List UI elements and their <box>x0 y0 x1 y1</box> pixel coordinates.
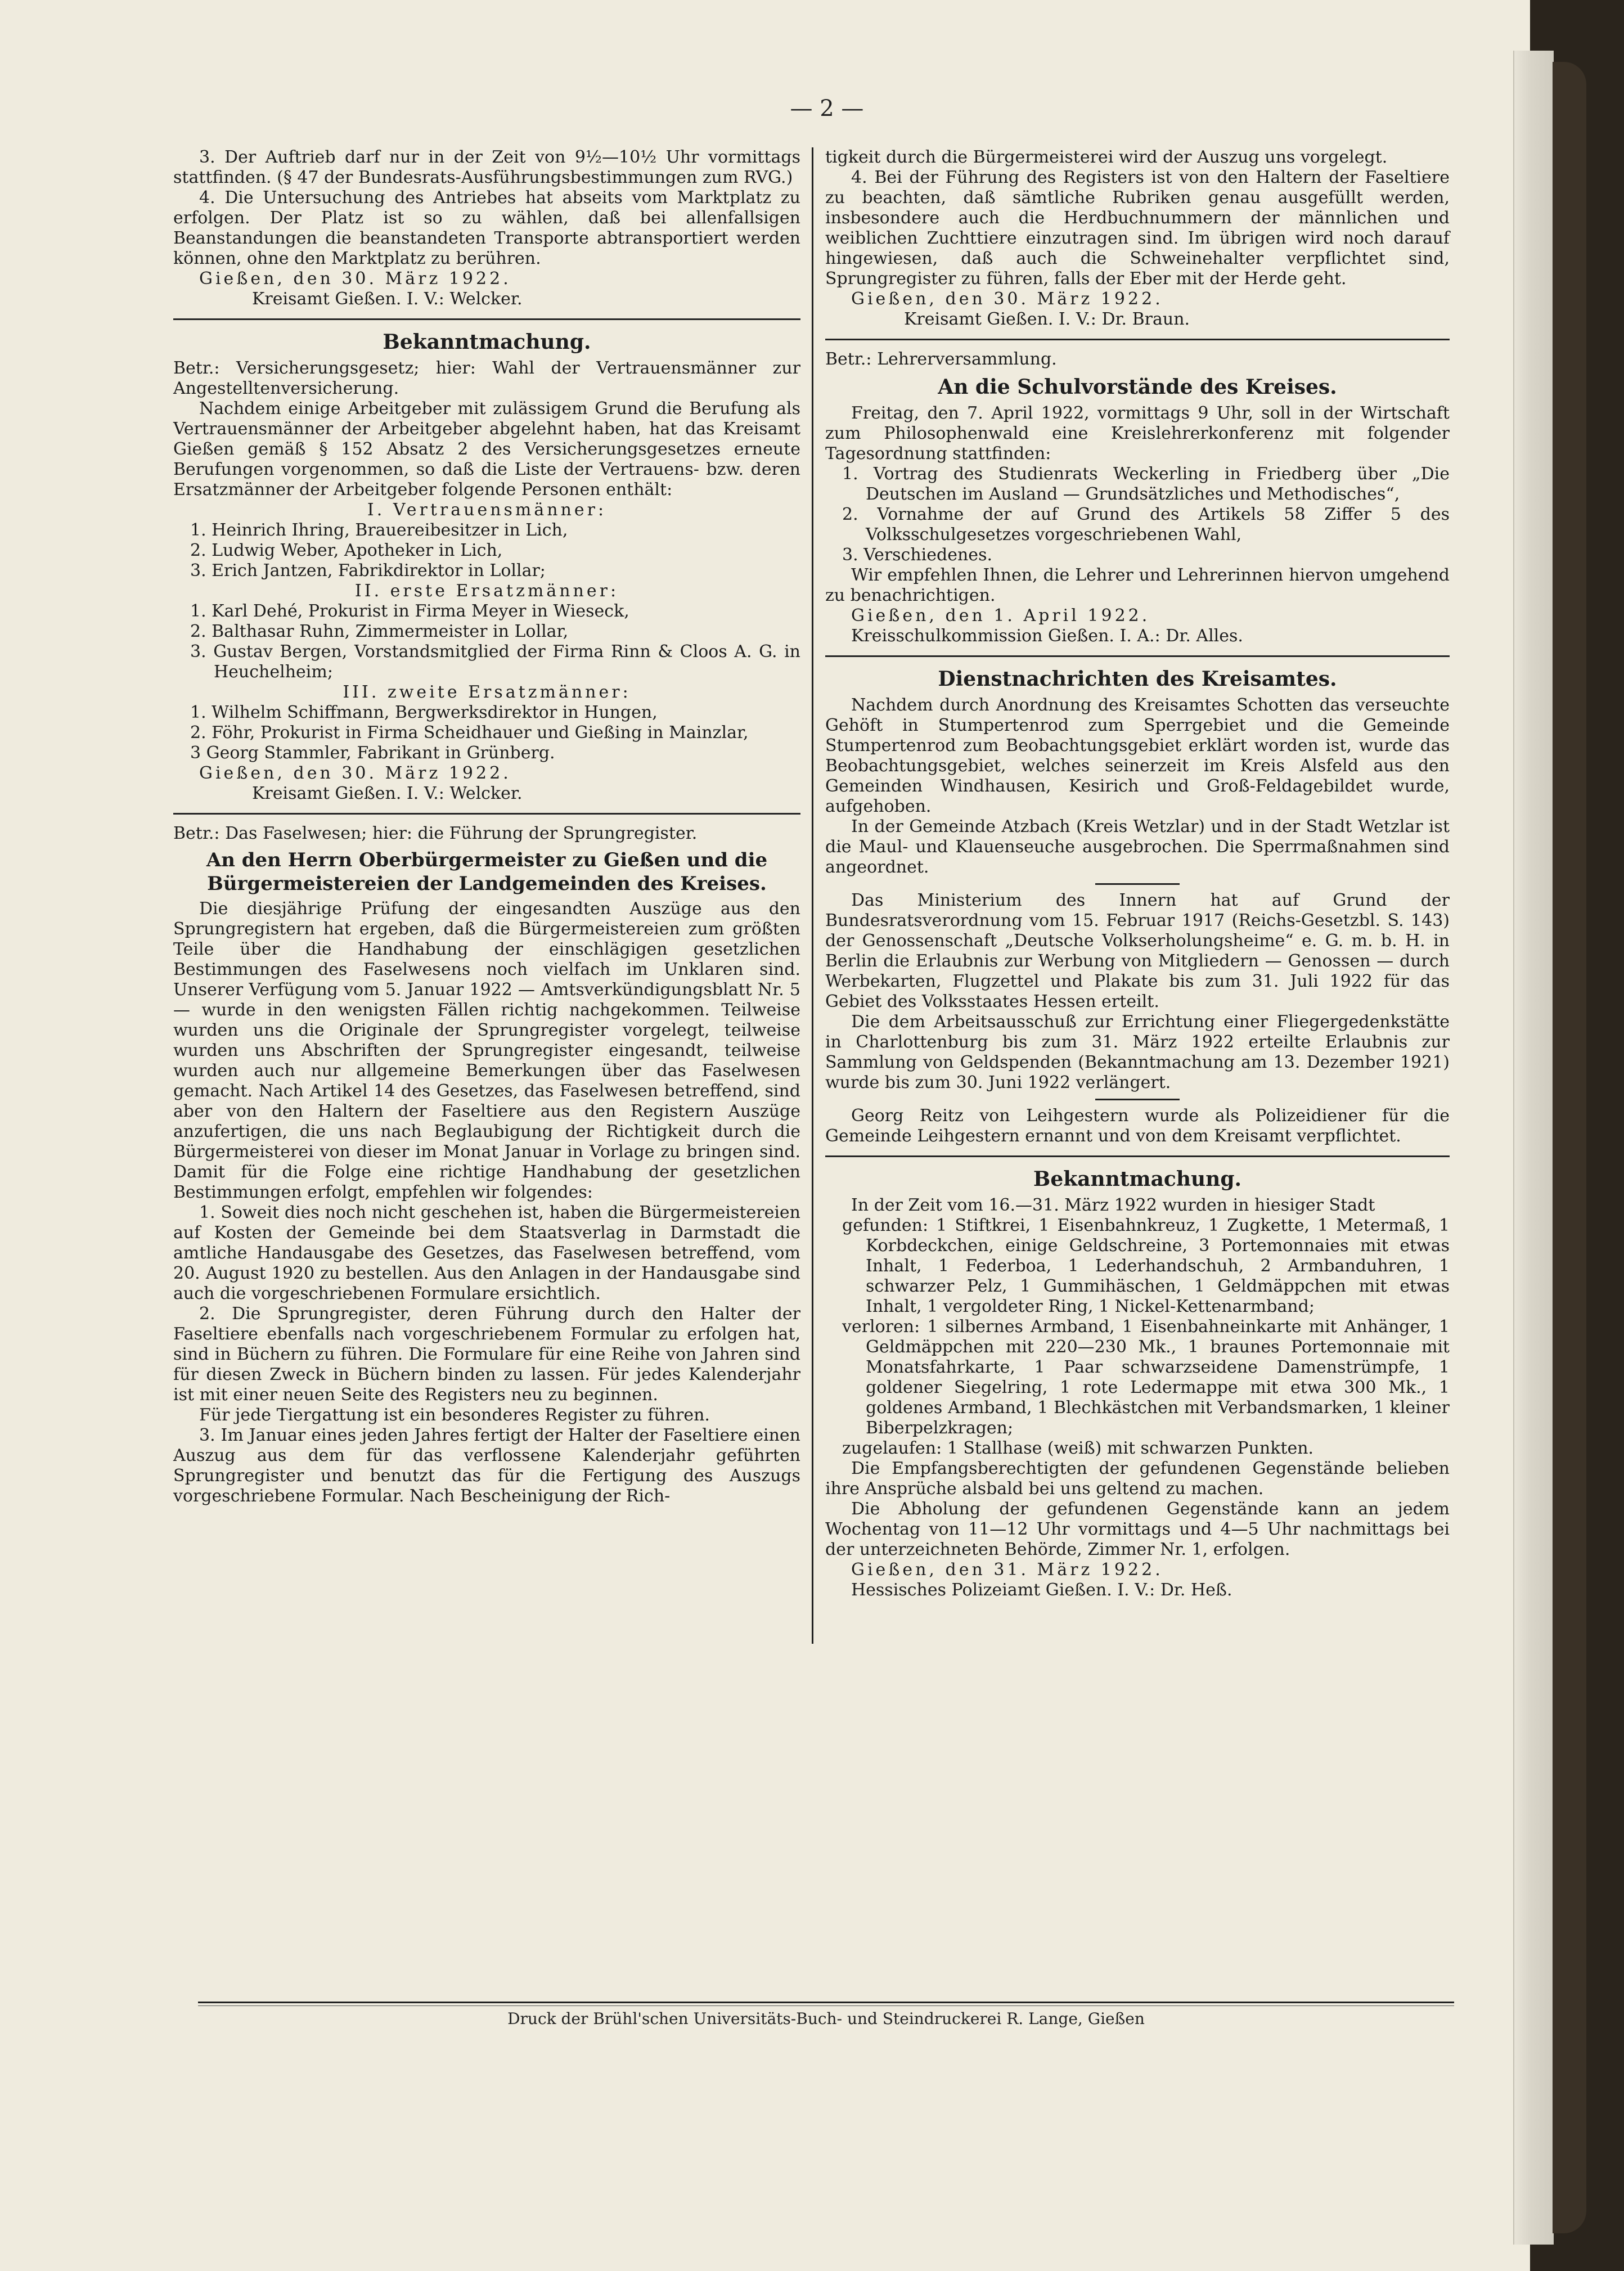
separator-rule <box>1095 1099 1180 1100</box>
paragraph: Freitag, den 7. April 1922, vormittags 9 Uhr, soll in der Wirtschaft zum Philosophenwald eine Kreislehrerkonferenz mit folgender Tagesordnung stattfinden: <box>825 403 1450 464</box>
list-paragraph: zugelaufen: 1 Stallhase (weiß) mit schwarzen Punkten. <box>842 1438 1314 1458</box>
signature: Kreisamt Gießen. I. V.: Dr. Braun. <box>904 309 1190 329</box>
section-rule <box>825 655 1450 657</box>
list-heading: I. Vertrauensmänner: <box>367 500 607 520</box>
date-line: Gießen, den 30. März 1922. <box>851 289 1163 309</box>
date-line: Gießen, den 30. März 1922. <box>199 269 511 289</box>
paragraph: Die Empfangsberechtigten der gefundenen Gegenstände belieben ihre Ansprüche alsbald bei uns geltend zu machen. <box>825 1459 1450 1499</box>
section-rule <box>173 813 800 815</box>
paragraph: In der Gemeinde Atzbach (Kreis Wetzlar) und in der Stadt Wetzlar ist die Maul- und Klauenseuche ausgebrochen. Die Sperrmaßnahmen sind angeordnet. <box>825 817 1450 877</box>
paragraph: In der Zeit vom 16.—31. März 1922 wurden in hiesiger Stadt <box>851 1195 1375 1215</box>
paragraph: Nachdem durch Anordnung des Kreisamtes Schotten das verseuchte Gehöft in Stumpertenrod zum Sperrgebiet und die Gemeinde Stumpertenrod zum Beobachtungsgebiet erklärt worden ist, wurde das Beobachtungsgebiet, welches seinerzeit im Kreis Alsfeld aus den Gemeinden Windhausen, Kesirich und Groß-Feldagebildet wurde, aufgehoben. <box>825 695 1450 816</box>
list-item: 3. Erich Jantzen, Fabrikdirektor in Lollar; <box>190 561 546 581</box>
footer-rule-thin <box>198 2005 1454 2006</box>
signature: Kreisamt Gießen. I. V.: Welcker. <box>252 289 523 309</box>
list-item: 2. Balthasar Ruhn, Zimmermeister in Lollar, <box>190 622 569 641</box>
section-rule <box>825 339 1450 340</box>
list-paragraph: verloren: 1 silbernes Armband, 1 Eisenbahneinkarte mit Anhänger, 1 Geldmäppchen mit 220—230 Mk., 1 braunes Portemonnaie mit Monatsfahrkarte, 1 Paar schwarzseidene Damenstrümpfe, 1 goldener Siegelring, 1 rote Ledermappe mit etwa 300 Mk., 1 goldenes Armband, 1 Blechkästchen mit Verbandsmarken, 1 kleiner Biberpelzkragen; <box>842 1317 1450 1438</box>
list-item: 1. Vortrag des Studienrats Weckerling in Friedberg über „Die Deutschen im Ausland — Grundsätzliches und Methodisches“, <box>842 464 1450 504</box>
paragraph: Georg Reitz von Leihgestern wurde als Polizeidiener für die Gemeinde Leihgestern ernannt und von dem Kreisamt verpflichtet. <box>825 1106 1450 1146</box>
list-item: 1. Karl Dehé, Prokurist in Firma Meyer in Wieseck, <box>190 601 629 621</box>
date-line: Gießen, den 31. März 1922. <box>851 1560 1163 1580</box>
paragraph: Für jede Tiergattung ist ein besonderes Register zu führen. <box>199 1405 710 1425</box>
list-item: 2. Vornahme der auf Grund des Artikels 58 Ziffer 5 des Volksschulgesetzes vorgeschriebenen Wahl, <box>842 505 1450 545</box>
page-number: — 2 — <box>790 96 864 122</box>
signature: Hessisches Polizeiamt Gießen. I. V.: Dr. Heß. <box>851 1580 1232 1600</box>
list-item: 3. Gustav Bergen, Vorstandsmitglied der Firma Rinn & Cloos A. G. in Heuchelheim; <box>190 642 800 682</box>
list-item: 1. Wilhelm Schiffmann, Bergwerksdirektor in Hungen, <box>190 703 658 722</box>
list-item: 2. Ludwig Weber, Apotheker in Lich, <box>190 541 503 560</box>
book-cover-edge <box>1553 62 1586 2233</box>
subject-line: Betr.: Das Faselwesen; hier: die Führung der Sprungregister. <box>173 824 698 843</box>
paragraph: Die diesjährige Prüfung der eingesandten Auszüge aus den Sprungregistern hat ergeben, daß die Bürgermeistereien zum größten Teile über die Handhabung der einschlägigen gesetzlichen Bestimmungen des Faselwesens noch vielfach im Unklaren sind. Unserer Verfügung vom 5. Januar 1922 — Amtsverkündigungsblatt Nr. 5 — wurde in den wenigsten Fällen richtig nachgekommen. Teilweise wurden uns die Originale der Sprungregister vorgelegt, teilweise wurden uns Abschriften der Sprungregister eingesandt, teilweise wurden auch nur allgemeine Bemerkungen über das Faselwesen gemacht. Nach Artikel 14 des Gesetzes, das Faselwesen betreffend, sind aber von den Haltern der Faseltiere aus den Registern Auszüge anzufertigen, die uns nach Beglaubigung der Richtigkeit durch die Bürgermeisterei von dieser im Monat Januar in Vorlage zu bringen sind. Damit für die Folge eine richtige Handhabung der gesetzlichen Bestimmungen erfolgt, empfehlen wir folgendes: <box>173 899 800 1202</box>
paragraph: Die dem Arbeitsausschuß zur Errichtung einer Fliegergedenkstätte in Charlottenburg bis zum 31. März 1922 erteilte Erlaubnis zur Sammlung von Geldspenden (Bekanntmachung am 13. Dezember 1921) wurde bis zum 30. Juni 1922 verlängert. <box>825 1012 1450 1092</box>
section-rule <box>825 1155 1450 1157</box>
section-heading: Bekanntmachung. <box>383 330 591 354</box>
paragraph: 1. Soweit dies noch nicht geschehen ist, haben die Bürgermeistereien auf Kosten der Gemeinde bei dem Staatsverlag in Darmstadt die amtliche Handausgabe des Gesetzes, das Faselwesen betreffend, vom 20. August 1920 zu bestellen. Aus den Anlagen in der Handausgabe sind auch die vorgeschriebenen Formulare ersichtlich. <box>173 1203 800 1303</box>
paragraph: 2. Die Sprungregister, deren Führung durch den Halter der Faseltiere ebenfalls nach vorgeschriebenem Formular zu erfolgen hat, sind in Büchern zu führen. Die Formulare für eine Reihe von Jahren sind für diesen Zweck in Büchern binden zu lassen. Für jedes Kalenderjahr ist mit einer neuen Seite des Registers neu zu beginnen. <box>173 1304 800 1405</box>
section-heading: Bekanntmachung. <box>1033 1167 1242 1191</box>
paragraph: Wir empfehlen Ihnen, die Lehrer und Lehrerinnen hiervon umgehend zu benachrichtigen. <box>825 565 1450 605</box>
signature: Kreisschulkommission Gießen. I. A.: Dr. Alles. <box>851 626 1243 646</box>
right-column <box>825 147 1450 1600</box>
paragraph: Nachdem einige Arbeitgeber mit zulässigem Grund die Berufung als Vertrauensmänner der Arbeitgeber abgelehnt haben, hat das Kreisamt Gießen gemäß § 152 Absatz 2 des Versicherungsgesetzes erneute Berufungen vorgenommen, so daß die Liste der Vertrauens- bzw. deren Ersatzmänner der Arbeitgeber folgende Personen enthält: <box>173 399 800 500</box>
page-edge <box>1513 51 1554 2245</box>
list-item: 2. Föhr, Prokurist in Firma Scheidhauer und Gießing in Mainzlar, <box>190 723 749 743</box>
subject-line: Betr.: Versicherungsgesetz; hier: Wahl der Vertrauensmänner zur Angestelltenversicherung. <box>173 358 800 398</box>
separator-rule <box>1095 883 1180 885</box>
paragraph: 3. Der Auftrieb darf nur in der Zeit von 9½—10½ Uhr vormittags stattfinden. (§ 47 der Bundesrats-Ausführungsbestimmungen zum RVG.) <box>173 147 800 187</box>
paragraph: Das Ministerium des Innern hat auf Grund der Bundesratsverordnung vom 15. Februar 1917 (Reichs-Gesetzbl. S. 143) der Genossenschaft „Deutsche Volkserholungsheime“ e. G. m. b. H. in Berlin die Erlaubnis zur Werbung von Mitgliedern — Genossen — durch Werbekarten, Flugzettel und Plakate bis zum 31. Juli 1922 für das Gebiet des Volksstaates Hessen erteilt. <box>825 891 1450 1011</box>
section-rule <box>173 318 800 320</box>
section-heading: An die Schulvorstände des Kreises. <box>938 375 1337 399</box>
list-item: 1. Heinrich Ihring, Brauereibesitzer in Lich, <box>190 520 568 540</box>
list-item: 3. Verschiedenes. <box>842 545 992 565</box>
printer-imprint: Druck der Brühl'schen Universitäts-Buch- und Steindruckerei R. Lange, Gießen <box>507 2009 1145 2028</box>
list-paragraph: gefunden: 1 Stiftkrei, 1 Eisenbahnkreuz, 1 Zugkette, 1 Metermaß, 1 Korbdeckchen, einige Geldschreine, 3 Portemonnaies mit etwas Inhalt, 1 Federboa, 1 Lederhandschuh, 2 Armbanduhren, 1 schwarzer Pelz, 1 Gummihäschen, 1 Geldmäppchen mit etwas Inhalt, 1 vergoldeter Ring, 1 Nickel-Kettenarmband; <box>842 1216 1450 1316</box>
paragraph: Die Abholung der gefundenen Gegenstände kann an jedem Wochentag von 11—12 Uhr vormittags und 4—5 Uhr nachmittags bei der unterzeichneten Behörde, Zimmer Nr. 1, erfolgen. <box>825 1499 1450 1559</box>
section-heading: Dienstnachrichten des Kreisamtes. <box>938 667 1337 691</box>
paragraph: 4. Bei der Führung des Registers ist von den Haltern der Faseltiere zu beachten, daß sämtliche Rubriken genau ausgefüllt werden, insbesondere auch die Herdbuchnummern der männlichen und weiblichen Zuchttiere einzutragen sind. Im übrigen wird noch darauf hingewiesen, daß auch die Schweinehalter verpflichtet sind, Sprungregister zu führen, falls der Eber mit der Herde geht. <box>825 168 1450 289</box>
left-column <box>173 147 800 1506</box>
date-line: Gießen, den 30. März 1922. <box>199 763 511 783</box>
date-line: Gießen, den 1. April 1922. <box>851 606 1150 626</box>
list-heading: II. erste Ersatzmänner: <box>354 581 619 601</box>
column-divider <box>812 147 813 1644</box>
paragraph: tigkeit durch die Bürgermeisterei wird der Auszug uns vorgelegt. <box>825 147 1388 167</box>
subject-line: Betr.: Lehrerversammlung. <box>825 349 1057 369</box>
section-heading: An den Herrn Oberbürgermeister zu Gießen und die Bürgermeistereien der Landgemeinden des Kreises. <box>206 849 768 895</box>
footer-rule <box>198 2002 1454 2003</box>
signature: Kreisamt Gießen. I. V.: Welcker. <box>252 784 523 803</box>
list-heading: III. zweite Ersatzmänner: <box>343 682 631 702</box>
list-item: 3 Georg Stammler, Fabrikant in Grünberg. <box>190 743 555 763</box>
paragraph: 4. Die Untersuchung des Antriebes hat abseits vom Marktplatz zu erfolgen. Der Platz ist so zu wählen, daß bei allenfallsigen Beanstandungen die beanstandeten Transporte abtransportiert werden können, ohne den Marktplatz zu berühren. <box>173 188 800 268</box>
paragraph: 3. Im Januar eines jeden Jahres fertigt der Halter der Faseltiere einen Auszug aus dem für das verflossene Kalenderjahr geführten Sprungregister und benutzt das für die Fertigung des Auszugs vorgeschriebene Formular. Nach Bescheinigung der Rich- <box>173 1425 800 1506</box>
